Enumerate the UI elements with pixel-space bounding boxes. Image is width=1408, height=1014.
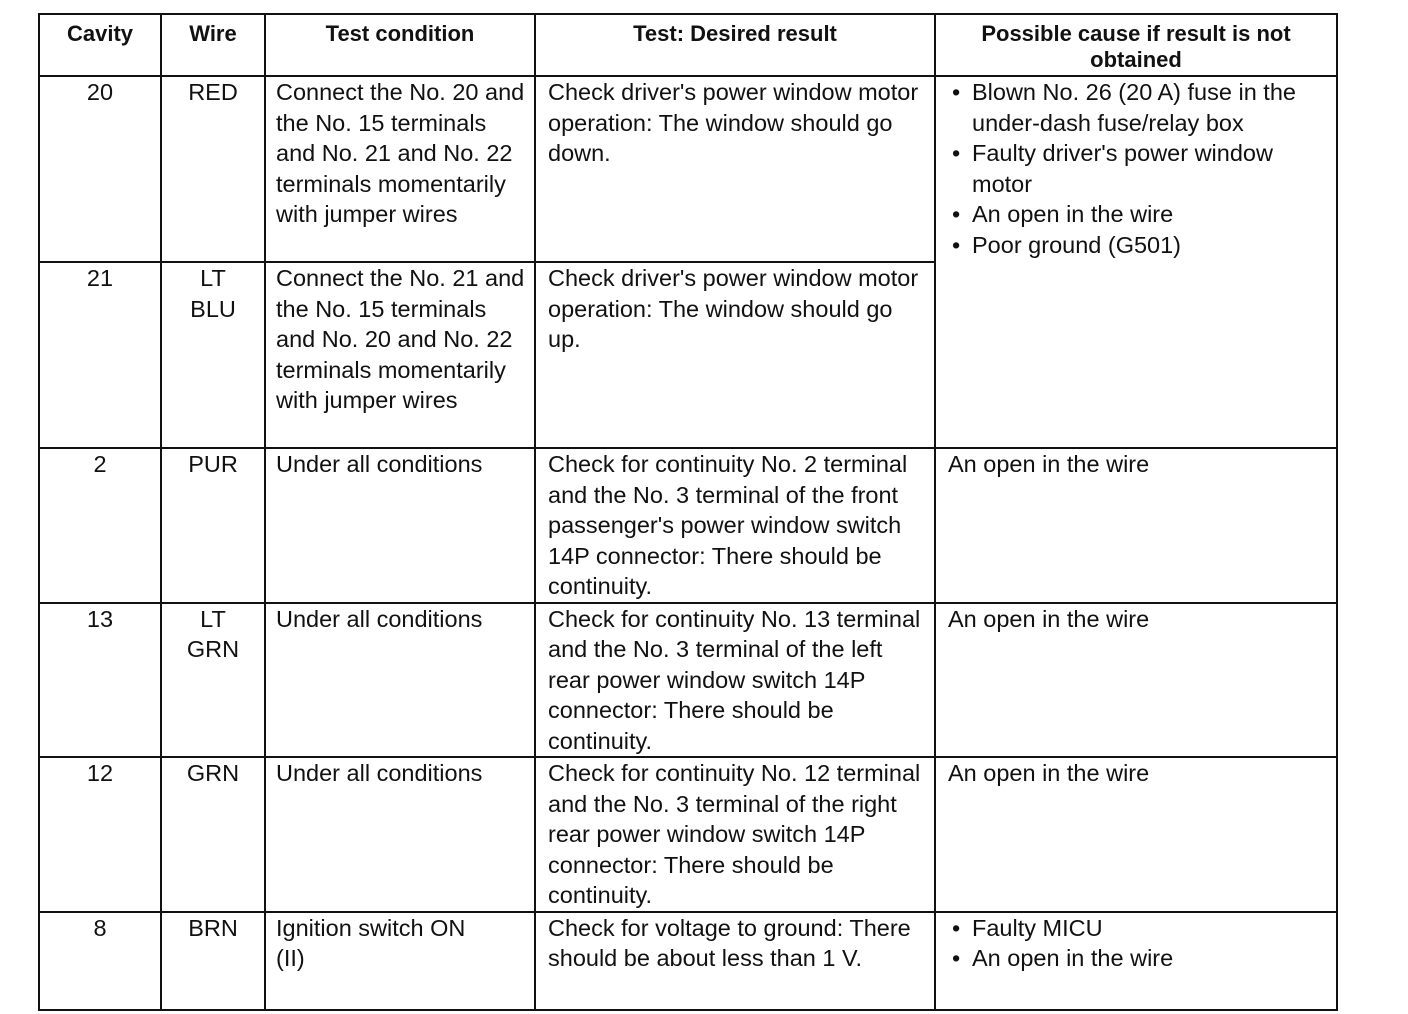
result-cell: Check for voltage to ground: There should be about less than 1 V. — [535, 912, 935, 1010]
cavity-cell: 12 — [39, 757, 161, 912]
result-cell: Check for continuity No. 13 terminal and the No. 3 terminal of the left rear power window switch 14P connector: There should be continuity. — [535, 603, 935, 758]
list-item: • An open in the wire — [948, 199, 1332, 230]
list-item: • Poor ground (G501) — [948, 230, 1332, 261]
table-row — [39, 448, 1337, 603]
wire-cell: BRN — [161, 912, 265, 1010]
cavity-cell: 20 — [39, 76, 161, 262]
list-item: • Faulty MICU — [948, 913, 1332, 944]
cavity-cell: 13 — [39, 603, 161, 758]
list-item: • Faulty driver's power window motor — [952, 140, 1273, 197]
cavity-cell: 21 — [39, 262, 161, 448]
bullet-icon: • — [952, 140, 961, 166]
condition-cell: Under all conditions — [265, 448, 535, 603]
wire-cell: LT BLU — [161, 262, 265, 448]
diagnostic-table — [38, 13, 1338, 1011]
condition-cell: Connect the No. 21 and the No. 15 terminals and No. 20 and No. 22 terminals momentarily with jumper wires — [265, 262, 535, 448]
cause-cell: An open in the wire — [935, 757, 1337, 912]
wire-cell: LT GRN — [161, 603, 265, 758]
list-item: • Blown No. 26 (20 A) fuse in the under-dash fuse/relay box — [952, 79, 1296, 136]
header-cavity: Cavity — [39, 14, 161, 76]
cause-cell: An open in the wire — [935, 448, 1337, 603]
result-cell: Check for continuity No. 2 terminal and the No. 3 terminal of the front passenger's power window switch 14P connector: There should be continuity. — [535, 448, 935, 603]
header-possible-cause: Possible cause if result is not obtained — [935, 14, 1337, 76]
bullet-icon: • — [952, 79, 961, 105]
table-row — [39, 76, 1337, 262]
wire-cell: GRN — [161, 757, 265, 912]
table-row — [39, 603, 1337, 758]
condition-cell: Under all conditions — [265, 603, 535, 758]
cause-cell: An open in the wire — [935, 603, 1337, 758]
table-row — [39, 912, 1337, 1010]
bullet-icon: • — [952, 945, 961, 971]
condition-cell: Connect the No. 20 and the No. 15 terminals and No. 21 and No. 22 terminals momentarily with jumper wires — [265, 76, 535, 262]
result-cell: Check driver's power window motor operation: The window should go up. — [535, 262, 935, 448]
cavity-cell: 8 — [39, 912, 161, 1010]
cavity-cell: 2 — [39, 448, 161, 603]
cause-list — [948, 77, 1332, 260]
table-row — [39, 757, 1337, 912]
condition-cell: Ignition switch ON (II) — [265, 912, 535, 1010]
header-test-condition: Test condition — [265, 14, 535, 76]
wire-cell: RED — [161, 76, 265, 262]
bullet-icon: • — [952, 914, 961, 941]
header-row — [39, 14, 1337, 76]
condition-cell: Under all conditions — [265, 757, 535, 912]
cause-cell — [935, 912, 1337, 1010]
header-desired-result: Test: Desired result — [535, 14, 935, 76]
bullet-icon: • — [952, 231, 961, 258]
wire-cell: PUR — [161, 448, 265, 603]
header-wire: Wire — [161, 14, 265, 76]
list-item: • An open in the wire — [948, 943, 1332, 974]
bullet-icon: • — [952, 201, 961, 227]
result-cell: Check for continuity No. 12 terminal and the No. 3 terminal of the right rear power window switch 14P connector: There should be continuity. — [535, 757, 935, 912]
cause-cell-shared — [935, 76, 1337, 448]
result-cell: Check driver's power window motor operation: The window should go down. — [535, 76, 935, 262]
cause-list — [948, 913, 1332, 974]
